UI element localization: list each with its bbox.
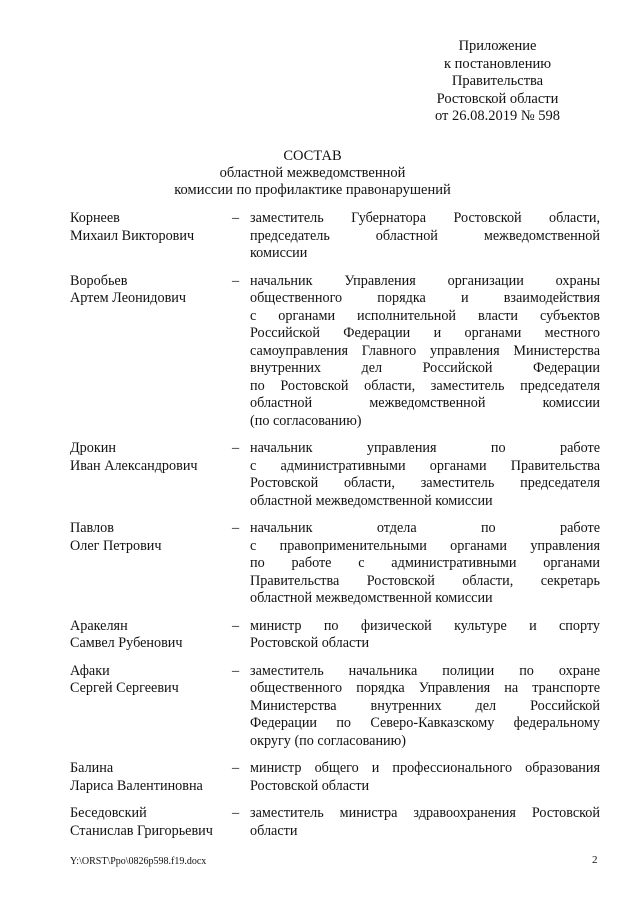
member-given-name: Артем Леонидович xyxy=(70,290,187,306)
dash-separator: – xyxy=(232,805,240,821)
title-heading: СОСТАВ xyxy=(283,148,342,164)
member-given-name: Михаил Викторович xyxy=(70,227,195,244)
title-line: комиссии по профилактике правонарушений xyxy=(174,182,451,198)
dash-separator: – xyxy=(232,760,240,776)
appendix-line: к постановлению xyxy=(443,55,552,72)
dash-separator: – xyxy=(232,272,240,289)
member-given-name: Лариса Валентиновна xyxy=(70,777,203,794)
member-name xyxy=(70,760,230,795)
member-given-name: Самвел Рубенович xyxy=(70,635,183,651)
appendix-line: от 26.08.2019 № 598 xyxy=(434,108,561,125)
member-position xyxy=(250,805,600,840)
member-surname: Беседовский xyxy=(70,805,147,821)
member-position xyxy=(250,210,600,263)
position-line: самоуправления Главного управления Министерства xyxy=(250,342,600,359)
member-position xyxy=(250,273,600,431)
file-path: Y:\ORST\Ppo\0826p598.f19.docx xyxy=(70,856,207,867)
member-position xyxy=(250,760,600,795)
position-line: области xyxy=(250,822,298,839)
appendix-line: Правительства xyxy=(451,73,544,90)
position-line: заместитель Губернатора Ростовской области, xyxy=(250,210,600,226)
member-row xyxy=(70,618,600,653)
position-line: Федерации по Северо-Кавказскому федеральному xyxy=(250,715,600,731)
member-position xyxy=(250,440,600,510)
position-line: заместитель начальника полиции по охране xyxy=(250,662,600,679)
appendix-line: Приложение xyxy=(458,38,537,54)
position-line: Министерства внутренних дел Российской xyxy=(250,697,600,714)
member-surname: Балина xyxy=(70,760,114,776)
member-name xyxy=(70,520,230,608)
member-given-name: Иван Александрович xyxy=(70,457,198,474)
member-position xyxy=(250,618,600,653)
member-surname: Афаки xyxy=(70,662,110,679)
dash-separator: – xyxy=(232,662,240,679)
member-row xyxy=(70,273,600,431)
member-position xyxy=(250,520,600,608)
position-line: начальник отдела по работе xyxy=(250,520,600,536)
position-line: Правительства Ростовской области, секретарь xyxy=(250,572,600,589)
member-given-name: Станислав Григорьевич xyxy=(70,822,213,839)
dash-separator: – xyxy=(232,520,240,536)
position-line: Ростовской области, заместитель председателя xyxy=(250,475,600,491)
position-line: заместитель министра здравоохранения Ростовской xyxy=(250,805,600,821)
members-list xyxy=(70,210,600,840)
position-line: Ростовской области xyxy=(250,635,370,651)
position-line: областной межведомственной комиссии xyxy=(250,492,493,509)
position-line: с правоприменительными органами управления xyxy=(250,537,600,554)
appendix-line: Ростовской области xyxy=(436,90,559,107)
member-name xyxy=(70,805,230,840)
position-line: общественного порядка Управления на транспорте xyxy=(250,680,600,696)
position-line: с административными органами Правительства xyxy=(250,457,600,474)
member-row xyxy=(70,440,600,510)
position-line: областной межведомственной комиссии xyxy=(250,395,600,411)
position-line: по работе с административными органами xyxy=(250,555,600,571)
dash-separator: – xyxy=(232,617,240,634)
page-number: 2 xyxy=(592,854,598,866)
title-line: областной межведомственной xyxy=(219,165,406,181)
position-line: председатель областной межведомственной xyxy=(250,227,600,244)
position-line: областной межведомственной комиссии xyxy=(250,590,493,606)
member-surname: Воробьев xyxy=(70,272,128,289)
document-title xyxy=(150,148,475,199)
member-row xyxy=(70,520,600,608)
member-surname: Дрокин xyxy=(70,440,116,456)
position-line: начальник управления по работе xyxy=(250,440,600,456)
member-surname: Павлов xyxy=(70,520,114,536)
position-line: округу (по согласованию) xyxy=(250,732,406,749)
position-line: министр общего и профессионального образования xyxy=(250,760,600,776)
position-line: Российской Федерации и органами местного xyxy=(250,325,600,341)
position-line: комиссии xyxy=(250,245,308,261)
position-line: министр по физической культуре и спорту xyxy=(250,617,600,634)
position-line: общественного порядка и взаимодействия xyxy=(250,290,600,306)
dash-separator: – xyxy=(232,210,240,226)
member-surname: Корнеев xyxy=(70,210,120,226)
position-line: Ростовской области xyxy=(250,777,370,794)
position-line: внутренних дел Российской Федерации xyxy=(250,360,600,376)
member-row xyxy=(70,805,600,840)
appendix-block xyxy=(410,38,585,126)
member-given-name: Сергей Сергеевич xyxy=(70,680,179,696)
member-row xyxy=(70,210,600,263)
member-name xyxy=(70,440,230,510)
member-name xyxy=(70,663,230,751)
member-name xyxy=(70,273,230,431)
member-given-name: Олег Петрович xyxy=(70,537,162,554)
member-name xyxy=(70,210,230,263)
position-line: (по согласованию) xyxy=(250,412,362,429)
member-name xyxy=(70,618,230,653)
position-line: начальник Управления организации охраны xyxy=(250,272,600,289)
member-row xyxy=(70,663,600,751)
member-surname: Аракелян xyxy=(70,617,128,634)
position-line: с органами исполнительной власти субъектов xyxy=(250,307,600,324)
member-position xyxy=(250,663,600,751)
position-line: по Ростовской области, заместитель председателя xyxy=(250,377,600,394)
member-row xyxy=(70,760,600,795)
dash-separator: – xyxy=(232,440,240,456)
